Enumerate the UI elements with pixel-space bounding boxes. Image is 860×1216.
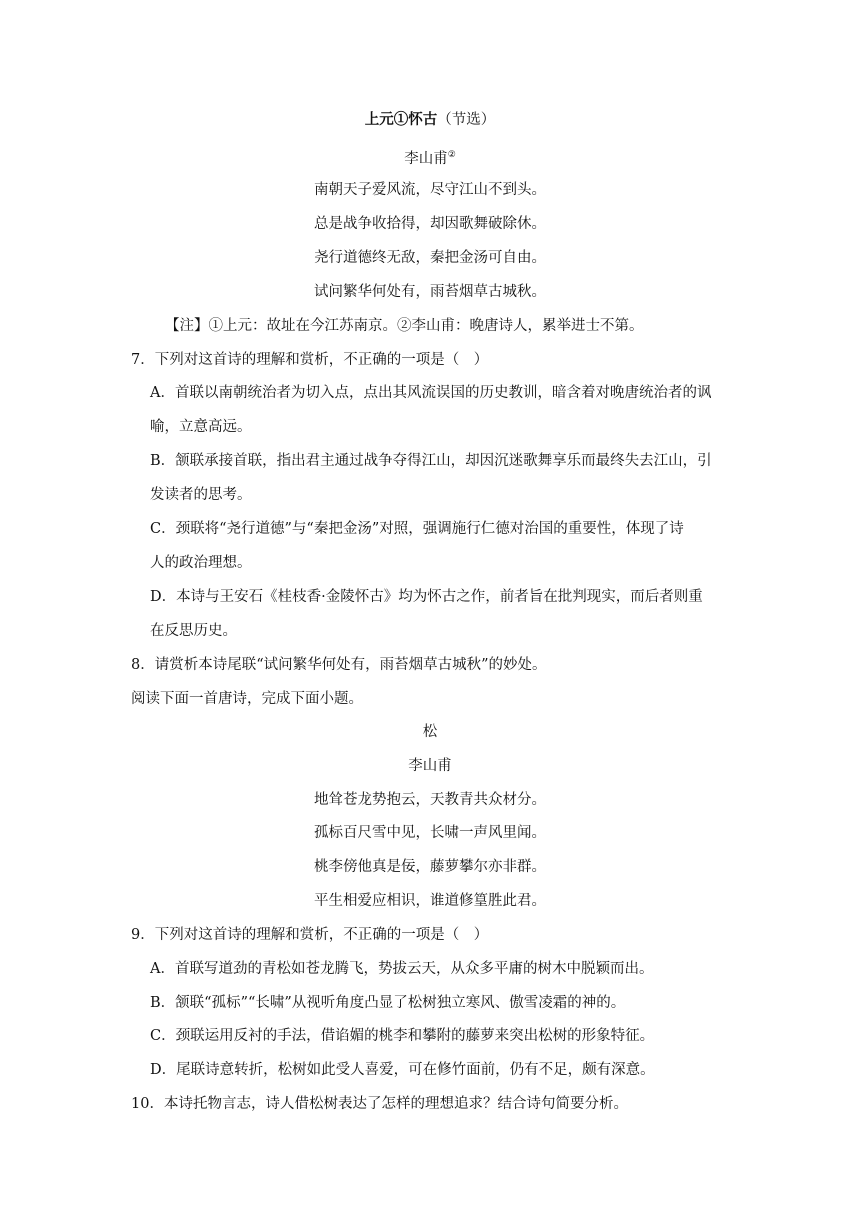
poem1-note: 【注】①上元：故址在今江苏南京。②李山甫：晚唐诗人，累举进士不第。 <box>165 318 644 334</box>
reading-instruction: 阅读下面一首唐诗，完成下面小题。 <box>131 691 363 707</box>
q9-stem: 9．下列对这首诗的理解和赏析，不正确的一项是（ ） <box>131 927 489 943</box>
q7-option-a-cont: 喻，立意高远。 <box>150 419 252 435</box>
poem1-title <box>0 110 860 130</box>
poem1-title-suffix: （节选） <box>437 112 496 128</box>
poem1-line-3: 尧行道德终无敌，秦把金汤可自由。 <box>314 250 546 266</box>
q8-stem: 8．请赏析本诗尾联“试问繁华何处有，雨苔烟草古城秋”的妙处。 <box>131 657 547 673</box>
poem1-author-name: 李山甫 <box>404 150 448 167</box>
q7-option-b-cont: 发读者的思考。 <box>150 487 252 503</box>
q9-option-c: C．颈联运用反衬的手法，借谄媚的桃李和攀附的藤萝来突出松树的形象特征。 <box>150 1028 655 1044</box>
poem2-title: 松 <box>422 724 438 740</box>
q7-option-b: B．颔联承接首联，指出君主通过战争夺得江山，却因沉迷歌舞享乐而最终失去江山，引 <box>150 453 712 469</box>
q10-stem: 10．本诗托物言志，诗人借松树表达了怎样的理想追求？结合诗句简要分析。 <box>131 1096 628 1112</box>
q7-option-a: A．首联以南朝统治者为切入点，点出其风流误国的历史教训，暗含着对晚唐统治者的讽 <box>150 385 712 401</box>
q7-option-d-cont: 在反思历史。 <box>150 623 237 639</box>
q7-option-c: C．颈联将“尧行道德”与“秦把金汤”对照，强调施行仁德对治国的重要性，体现了诗 <box>150 521 684 537</box>
poem1-line-4: 试问繁华何处有，雨苔烟草古城秋。 <box>314 284 546 300</box>
q9-option-d: D．尾联诗意转折，松树如此受人喜爱，可在修竹面前，仍有不足，颇有深意。 <box>150 1062 655 1078</box>
q7-stem: 7．下列对这首诗的理解和赏析，不正确的一项是（ ） <box>131 352 489 368</box>
poem1-title-text: 上元①怀古 <box>364 111 438 128</box>
poem2-line-4: 平生相爱应相识，谁道修篁胜此君。 <box>314 893 546 909</box>
poem2-line-3: 桃李傍他真是佞，藤萝攀尔亦非群。 <box>314 859 546 875</box>
poem2-author: 李山甫 <box>408 758 452 774</box>
poem2-line-2: 孤标百尺雪中见，长啸一声风里闻。 <box>314 825 546 841</box>
poem1-author <box>0 145 860 169</box>
poem1-line-2: 总是战争收拾得，却因歌舞破除休。 <box>314 216 546 232</box>
poem2-line-1: 地耸苍龙势抱云，天教青共众材分。 <box>314 792 546 808</box>
poem1-line-1: 南朝天子爱风流，尽守江山不到头。 <box>314 182 546 198</box>
q7-option-c-cont: 人的政治理想。 <box>150 555 252 571</box>
poem1-author-note-mark: ② <box>447 150 456 160</box>
q9-option-b: B．颔联“孤标”“长啸”从视听角度凸显了松树独立寒风、傲雪凌霜的神的。 <box>150 995 626 1011</box>
q7-option-d: D．本诗与王安石《桂枝香·金陵怀古》均为怀古之作，前者旨在批判现实，而后者则重 <box>150 589 703 605</box>
q9-option-a: A．首联写道劲的青松如苍龙腾飞，势拔云天，从众多平庸的树木中脱颖而出。 <box>150 961 654 977</box>
